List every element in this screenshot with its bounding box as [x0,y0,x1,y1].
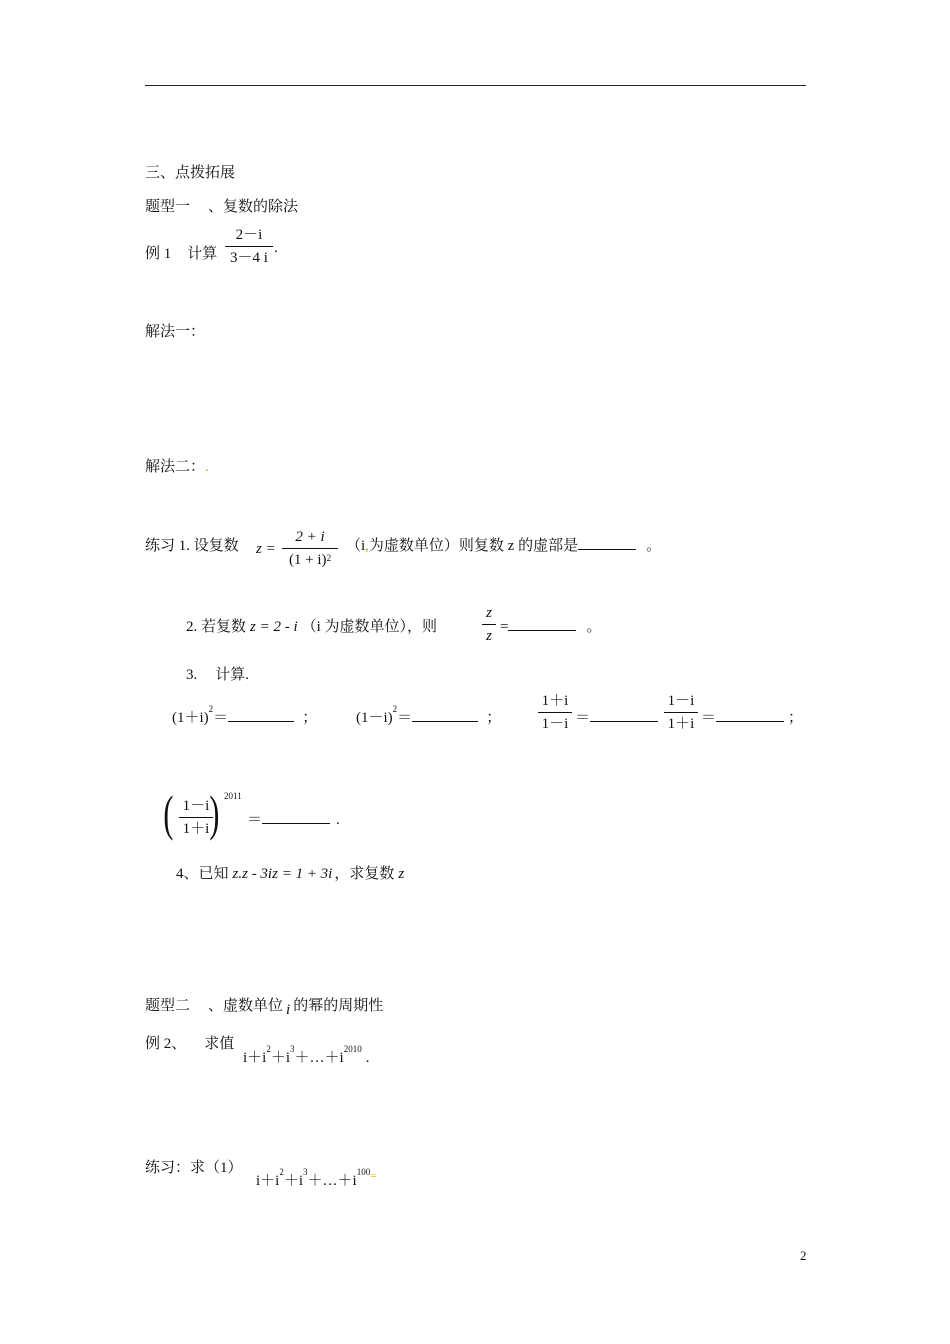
solution1-label: 解法一： [145,324,206,340]
right-paren: ) [209,785,220,841]
ex1-label: 例 1 [145,246,172,262]
p4-pre: 4、已知 [176,866,229,882]
answer-blank-1[interactable] [578,548,636,550]
practice2-line [186,615,437,636]
answer-blank-2[interactable] [508,629,576,631]
p4-z: z [398,866,405,882]
section-title: 三、点拨拓展 [145,165,236,181]
type2-label: 题型二 [145,998,191,1014]
practice-sum-label: 练习：求（1） [145,1160,243,1176]
practice3-label: 3. 计算. [186,667,250,683]
type2-i: i [286,1002,291,1018]
type2-heading [145,994,384,1018]
calc-d-answer: ＝ ； [701,710,804,726]
calc-d-fraction: 1－i 1＋i [664,692,698,733]
calc-a: $(1+i)^2=$ ； [172,704,318,726]
p2-pre: 2. 若复数 [186,619,247,635]
example2-label: 例 2、 求值 [145,1036,235,1052]
p1-numerator: 2 + i [295,529,325,545]
ex1-numerator: 2－i [235,227,263,243]
practice1-z: z = [256,541,276,557]
type1-label: 题型一 [145,199,191,215]
type2-title2: 的幂的周期性 [293,998,384,1014]
example1-label [145,242,217,263]
practice2-answer: = 。 [500,619,602,635]
answer-blank-6[interactable] [716,720,784,722]
type1-heading [145,195,298,216]
calc-c-fraction: 1＋i 1－i [538,692,572,733]
sol2-text: 解法二： [145,459,206,475]
answer-blank-7[interactable] [262,822,330,824]
power-exponent: 2011 [224,791,242,801]
header-rule [145,85,806,86]
p2-eq: z = 2 - i [250,619,298,635]
sol2-mark: . [205,459,209,475]
calc-c-answer: ＝ [575,706,658,727]
type2-title: 、虚数单位 [208,998,284,1014]
practice1-note: （i,为虚数单位）则复数 z 的虚部是 。 [346,538,662,554]
practice-sum-expression: $i+i^2+i^3+\dots+i^{100=}$ [256,1167,377,1189]
practice4-line [176,862,404,883]
example2-expression: $i+i^2+i^3+\dots+i^{2010}$. [243,1044,370,1066]
type1-title: 、复数的除法 [208,199,299,215]
ex1-denominator: 3－4 i [230,250,268,266]
page-number: 2 [800,1248,807,1263]
calc-b: $(1-i)^2=$ ； [356,704,502,726]
p4-expr: z.z - 3iz = 1 + 3i [232,866,333,882]
answer-blank-3[interactable] [228,720,294,722]
practice2-fraction: z z [482,604,496,645]
example1-fraction [225,226,273,267]
ex1-verb: 计算 [187,246,218,262]
answer-blank-4[interactable] [412,720,478,722]
answer-blank-5[interactable] [590,720,658,722]
ex1-end: . [274,240,278,256]
practice1-fraction [282,528,338,569]
p1-denominator: $(1 + i)^2$ [288,552,332,568]
practice1-label: 练习 1. 设复数 [145,538,239,554]
p4-post: ，求复数 [334,866,395,882]
power-fraction: 1－i 1＋i [179,797,213,838]
solution2-label [145,455,209,476]
p2-note: （i 为虚数单位），则 [301,619,438,635]
left-paren: ( [163,785,174,841]
power-answer: ＝ . [247,812,340,828]
